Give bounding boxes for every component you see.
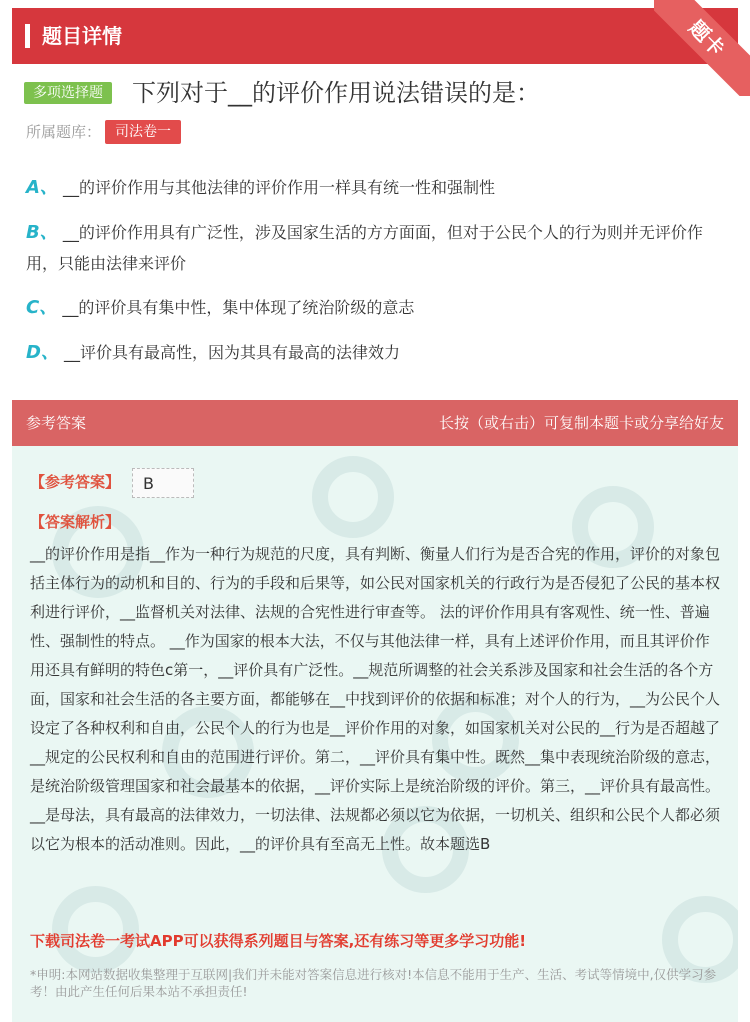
option-text: __的评价作用与其他法律的评价作用一样具有统一性和强制性 <box>63 178 496 197</box>
bank-label: 所属题库： <box>26 123 102 141</box>
option-letter: D、 <box>26 342 59 363</box>
option-letter: C、 <box>26 297 58 318</box>
option-letter: B、 <box>26 222 58 243</box>
answer-header <box>12 400 738 446</box>
option-a[interactable] <box>26 172 720 203</box>
header-accent-bar <box>25 24 30 48</box>
question-type-badge: 多项选择题 <box>24 82 112 104</box>
corner-ribbon <box>654 0 750 96</box>
header-bar <box>12 8 738 64</box>
page-title: 题目详情 <box>42 24 122 48</box>
reference-answer-value: B <box>132 468 194 498</box>
option-text: __的评价具有集中性，集中体现了统治阶级的意志 <box>62 298 415 317</box>
option-text: __的评价作用具有广泛性，涉及国家生活的方方面面，但对于公民个人的行为则并无评价作用，只能由法律来评价 <box>26 223 703 273</box>
option-d[interactable] <box>26 337 720 368</box>
share-hint[interactable]: 长按（或右击）可复制本题卡或分享给好友 <box>438 414 724 432</box>
option-b[interactable] <box>26 217 720 279</box>
option-c[interactable] <box>26 292 720 323</box>
corner-ribbon-label: 题卡 <box>654 0 750 96</box>
bank-tag[interactable]: 司法卷一 <box>105 120 181 144</box>
disclaimer: *申明:本网站数据收集整理于互联网|我们并未能对答案信息进行核对!本信息不能用于生产、生活、考试等情境中,仅供学习参考！由此产生任何后果本站不承担责任! <box>30 967 717 999</box>
question-text: 下列对于__的评价作用说法错误的是： <box>132 79 540 107</box>
watermark-logo <box>312 456 394 538</box>
explanation-text: __的评价作用是指__作为一种行为规范的尺度，具有判断、衡量人们行为是否合宪的作用，评价的对象包括主体行为的动机和目的、行为的手段和后果等，如公民对国家机关的行政行为是否侵犯了公民的基本权利进行评价，__监督机关对法律、法规的合宪性进行审查等。 法的评价作用具有客观性、统一性、普遍性、强制性的特点。 __作为国家的根本大法，不仅与其他法律一样，具有上述评价作用，而且其评价作用还具有鲜明的特色c第一，__评价具有广泛性。__规范所调整的社会关系涉及国家和社会生活的各个方面，国家和社会生活的各主要方面，都能够在__中找到评价的依据和标准；对个人的行为，__为公民个人设定了各种权利和自由，公民个人的行为也是__评价作用的对象，如国家机关对公民的__行为是否超越了__规定的公民权利和自由的范围进行评价。第二，__评价具有集中性。既然__集中表现统治阶级的意志，是统治阶级管理国家和社会最基本的依据，__评价实际上是统治阶级的评价。第三，__评价具有最高性。__是母法，具有最高的法律效力，一切法律、法规都必须以它为依据，一切机关、组织和公民个人都必须以它为根本的活动准则。因此，__的评价具有至高无上性。故本题选B <box>30 545 721 853</box>
explanation-label: 【答案解析】 <box>30 513 121 531</box>
reference-answer-label: 【参考答案】 <box>30 473 121 491</box>
option-text: __评价具有最高性，因为其具有最高的法律效力 <box>64 343 401 362</box>
app-download-promo[interactable]: 下载司法卷一考试APP可以获得系列题目与答案,还有练习等更多学习功能! <box>30 932 527 950</box>
answer-header-title: 参考答案 <box>26 414 87 432</box>
option-letter: A、 <box>26 177 58 198</box>
